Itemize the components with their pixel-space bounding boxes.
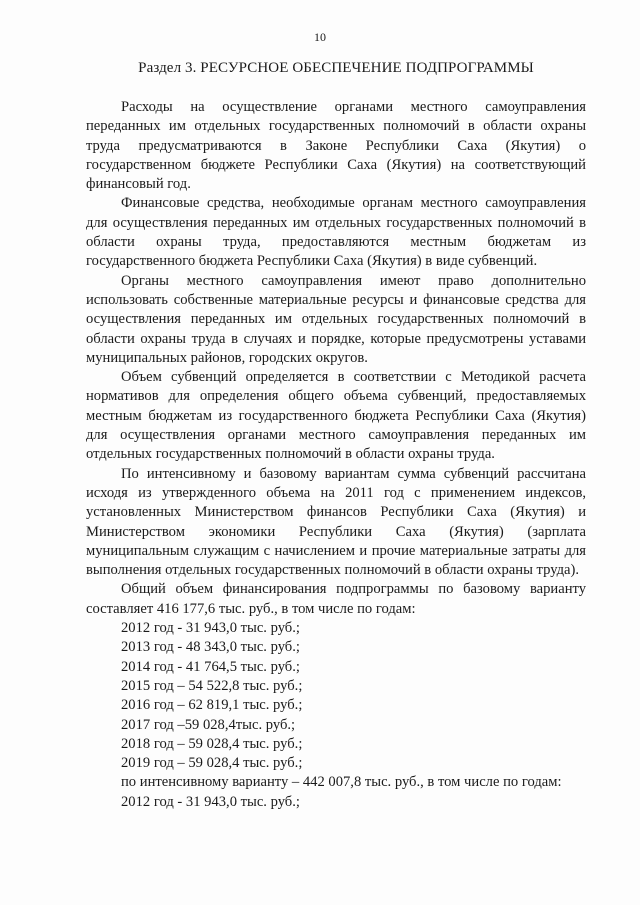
base-year-item: 2015 год – 54 522,8 тыс. руб.; <box>121 677 303 694</box>
base-year-item: 2012 год - 31 943,0 тыс. руб.; <box>121 620 300 637</box>
paragraph: Объем субвенций определяется в соответствии с Методикой расчета нормативов для определения общего объема субвенций, предоставляемых местным бюджетам из государственного бюджета Республики Саха (Якутия) для осуществления органами местного самоуправления переданных им отдельных государственных полномочий в области охраны труда. <box>86 369 586 463</box>
base-year-item: 2016 год – 62 819,1 тыс. руб.; <box>121 697 303 714</box>
page-number: 10 <box>314 30 326 44</box>
base-year-item: 2017 год –59 028,4тыс. руб.; <box>121 716 296 733</box>
paragraph: Общий объем финансирования подпрограммы по базовому варианту составляет 416 177,6 тыс. руб., в том числе по годам: <box>86 581 586 617</box>
section-title: Раздел 3. РЕСУРСНОЕ ОБЕСПЕЧЕНИЕ ПОДПРОГРАММЫ <box>138 60 534 76</box>
paragraph: Органы местного самоуправления имеют право дополнительно использовать собственные материальные ресурсы и финансовые средства для осуществления переданных им отдельных государственных полномочий в области охраны труда в случаях и порядке, которые предусмотрены уставами муниципальных районов, городских округов. <box>86 272 586 366</box>
paragraph: Финансовые средства, необходимые органам местного самоуправления для осуществления переданных им отдельных государственных полномочий в области охраны труда, предоставляются местным бюджетам из государственного бюджета Республики Саха (Якутия) в виде субвенций. <box>86 195 586 270</box>
intensive-intro: по интенсивному варианту – 442 007,8 тыс. руб., в том числе по годам: <box>121 774 562 791</box>
paragraph: По интенсивному и базовому вариантам сумма субвенций рассчитана исходя из утвержденного объема на 2011 год с применением индексов, установленных Министерством финансов Республики Саха (Якутия) и Министерством экономики Республики Саха (Якутия) (зарплата муниципальным служащим с начислением и прочие материальные затраты для выполнения отдельных государственных полномочий в области охраны труда). <box>86 465 586 579</box>
intensive-year-item: 2012 год - 31 943,0 тыс. руб.; <box>121 793 300 810</box>
base-year-item: 2014 год - 41 764,5 тыс. руб.; <box>121 658 300 675</box>
base-year-item: 2018 год – 59 028,4 тыс. руб.; <box>121 735 303 752</box>
base-year-item: 2019 год – 59 028,4 тыс. руб.; <box>121 755 303 772</box>
document-body <box>86 98 586 812</box>
base-year-item: 2013 год - 48 343,0 тыс. руб.; <box>121 639 300 656</box>
paragraph: Расходы на осуществление органами местного самоуправления переданных им отдельных государственных полномочий в области охраны труда предусматриваются в Законе Республики Саха (Якутия) о государственном бюджете Республики Саха (Якутия) на соответствующий финансовый год. <box>86 99 586 193</box>
